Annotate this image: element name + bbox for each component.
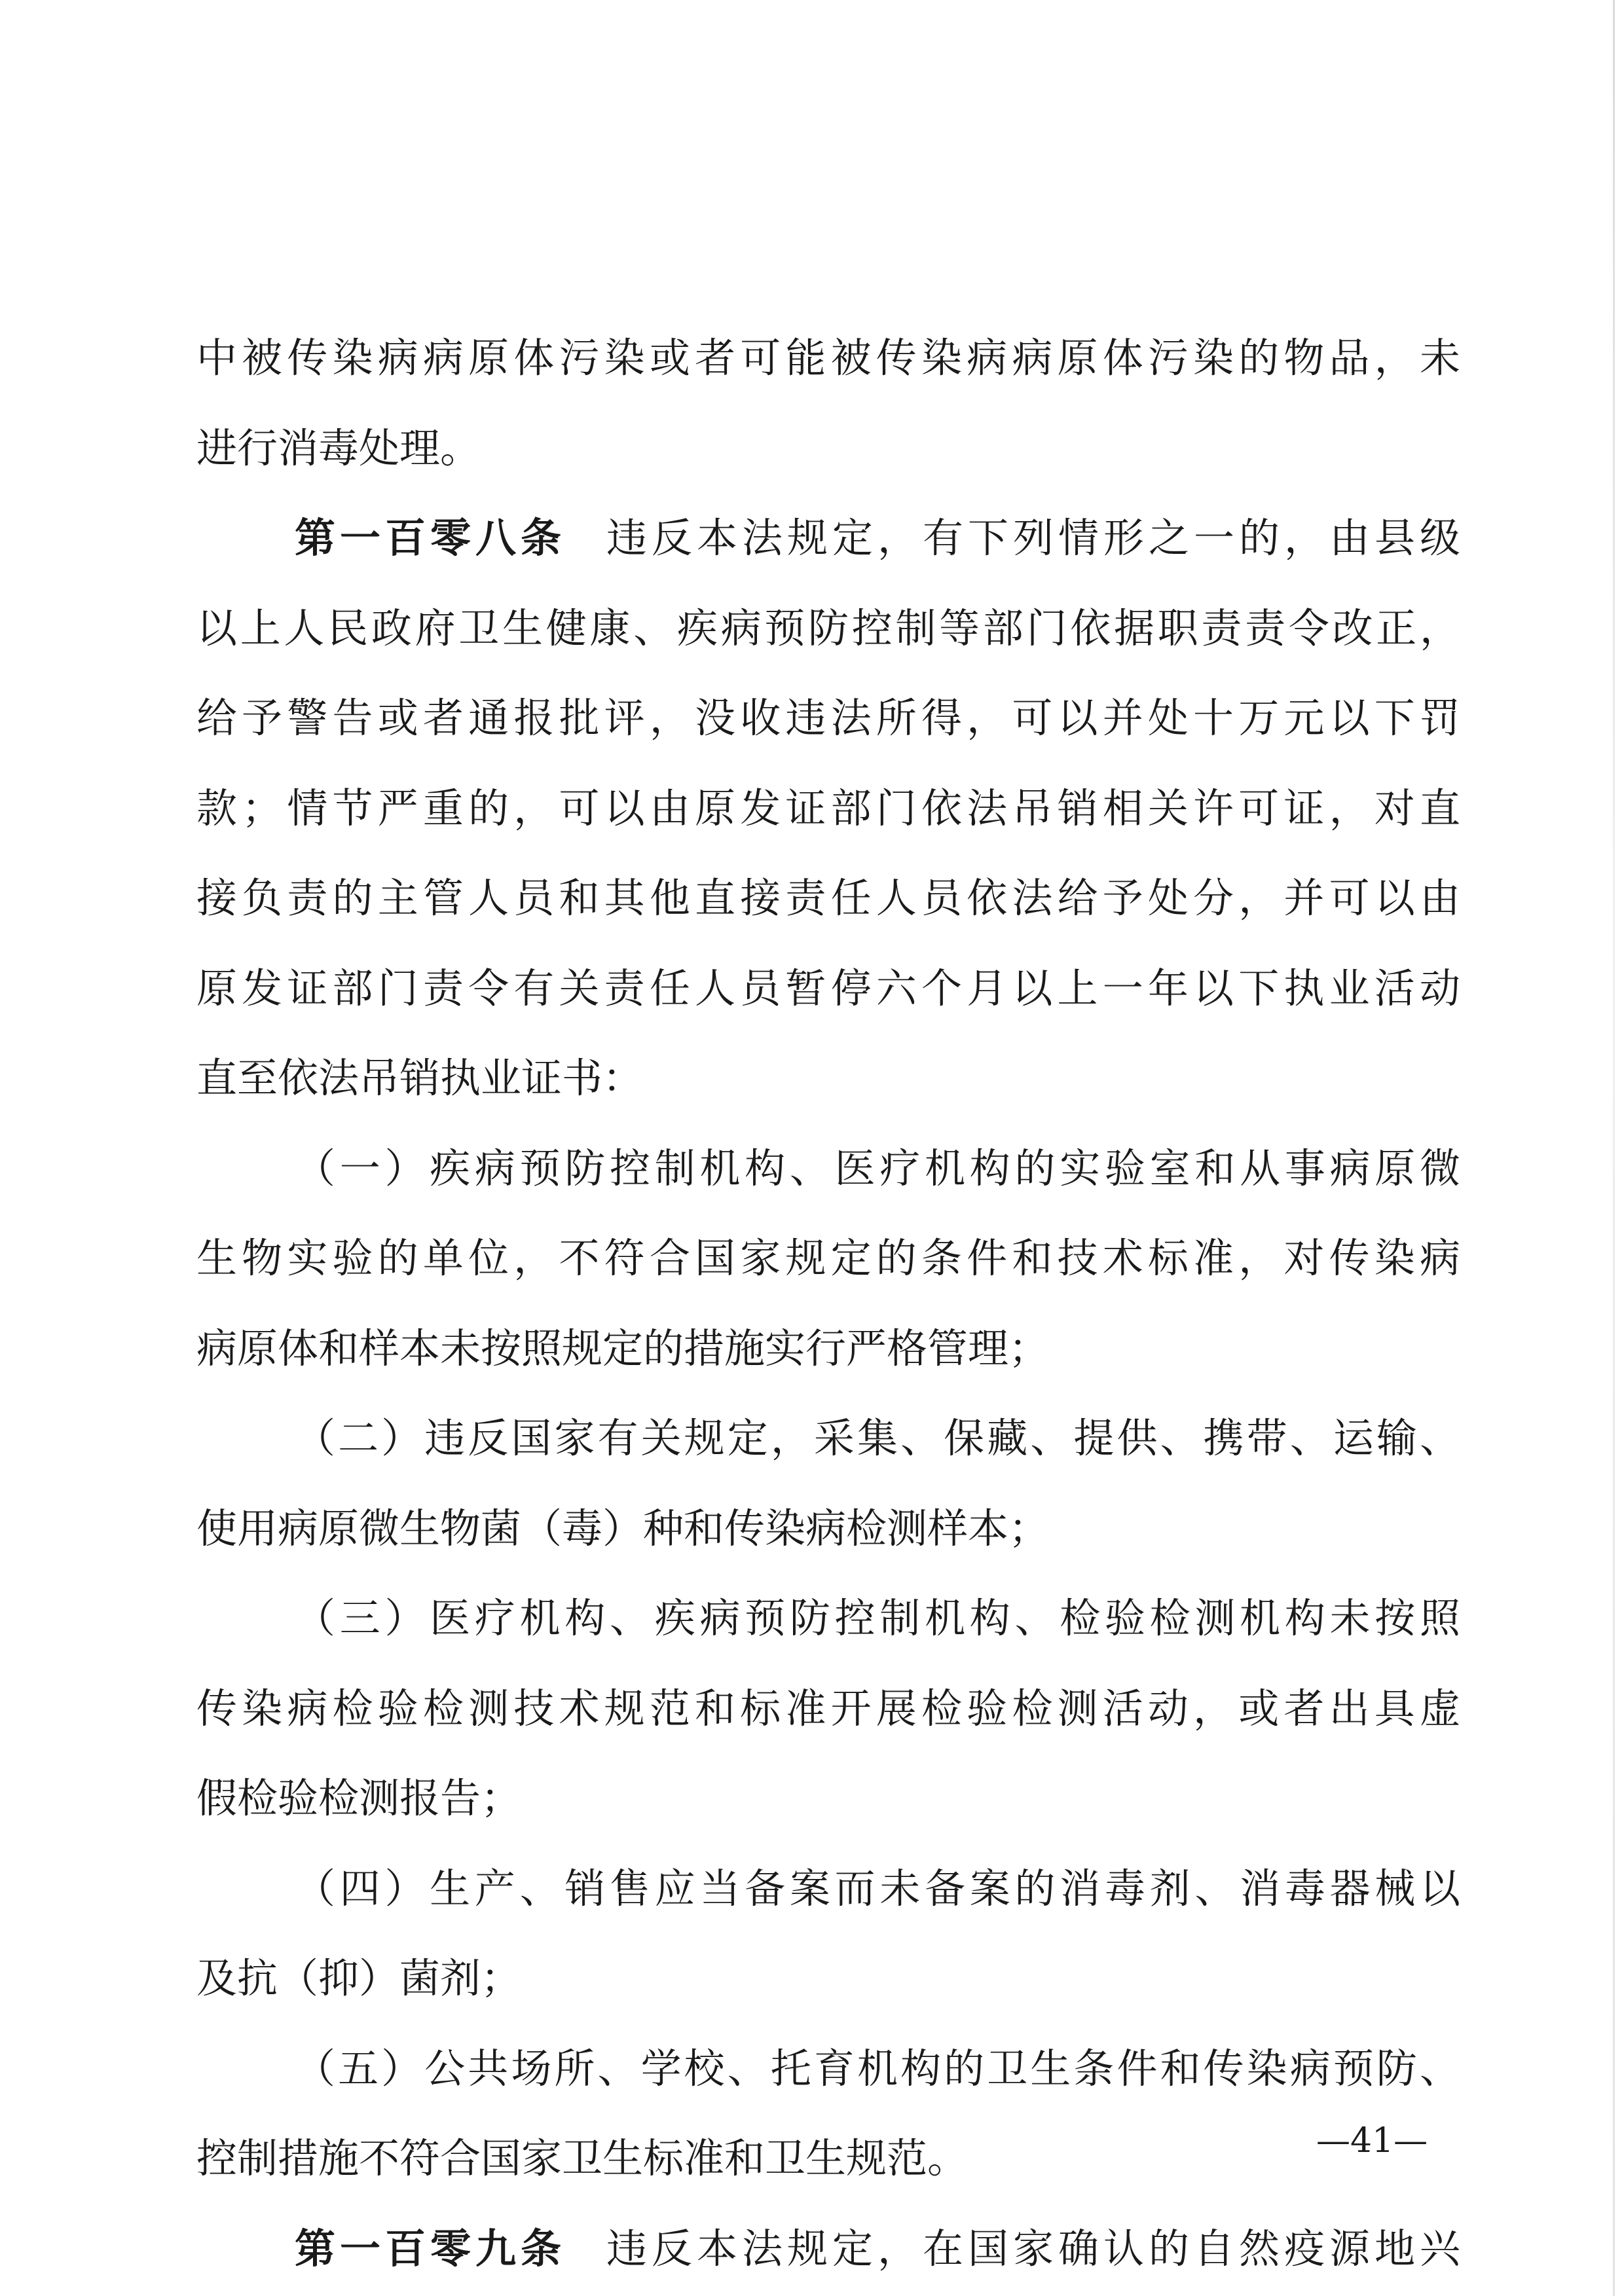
document-body [196,313,1460,2293]
article-109-text: 违反本法规定，在国家确认的自然疫源地兴 [606,2224,1460,2272]
text-line: 接负责的主管人员和其他直接责任人员依法给予处分，并可以由 [196,874,1460,922]
text-line: 款；情节严重的，可以由原发证部门依法吊销相关许可证，对直 [196,784,1460,832]
page-edge-shadow [1613,0,1615,2296]
text-line: 原发证部门责令有关责任人员暂停六个月以上一年以下执业活动 [196,964,1460,1012]
article-108-title: 第一百零八条 [295,514,566,562]
text-line: 给予警告或者通报批评，没收违法所得，可以并处十万元以下罚 [196,694,1460,742]
article-108-heading-line [196,493,1460,583]
item-2-line: （二）违反国家有关规定，采集、保藏、提供、携带、运输、 [295,1414,1460,1462]
article-109-title: 第一百零九条 [295,2224,566,2272]
item-5-line: （五）公共场所、学校、托育机构的卫生条件和传染病预防、 [295,2044,1460,2092]
text-line: 及抗（抑）菌剂； [196,1954,522,2002]
text-line: 直至依法吊销执业证书： [196,1054,644,1102]
text-line: 以上人民政府卫生健康、疾病预防控制等部门依据职责责令改正， [196,604,1460,652]
text-line: 进行消毒处理。 [196,424,481,472]
item-4-line: （四）生产、销售应当备案而未备案的消毒剂、消毒器械以 [295,1864,1460,1912]
text-line: 使用病原微生物菌（毒）种和传染病检测样本； [196,1504,1050,1552]
item-3-line: （三）医疗机构、疾病预防控制机构、检验检测机构未按照 [295,1594,1460,1642]
text-line: 控制措施不符合国家卫生标准和卫生规范。 [196,2134,969,2182]
article-108-text: 违反本法规定，有下列情形之一的，由县级 [606,514,1460,562]
text-line: 病原体和样本未按照规定的措施实行严格管理； [196,1324,1050,1372]
article-109-heading-line [196,2204,1460,2294]
page-number: —41— [1316,2121,1428,2160]
text-line: 生物实验的单位，不符合国家规定的条件和技术标准，对传染病 [196,1234,1460,1282]
text-line: 假检验检测报告； [196,1774,522,1822]
text-line: 中被传染病病原体污染或者可能被传染病病原体污染的物品，未 [196,334,1460,382]
text-line: 传染病检验检测技术规范和标准开展检验检测活动，或者出具虚 [196,1684,1460,1732]
item-1-line: （一）疾病预防控制机构、医疗机构的实验室和从事病原微 [295,1144,1460,1192]
